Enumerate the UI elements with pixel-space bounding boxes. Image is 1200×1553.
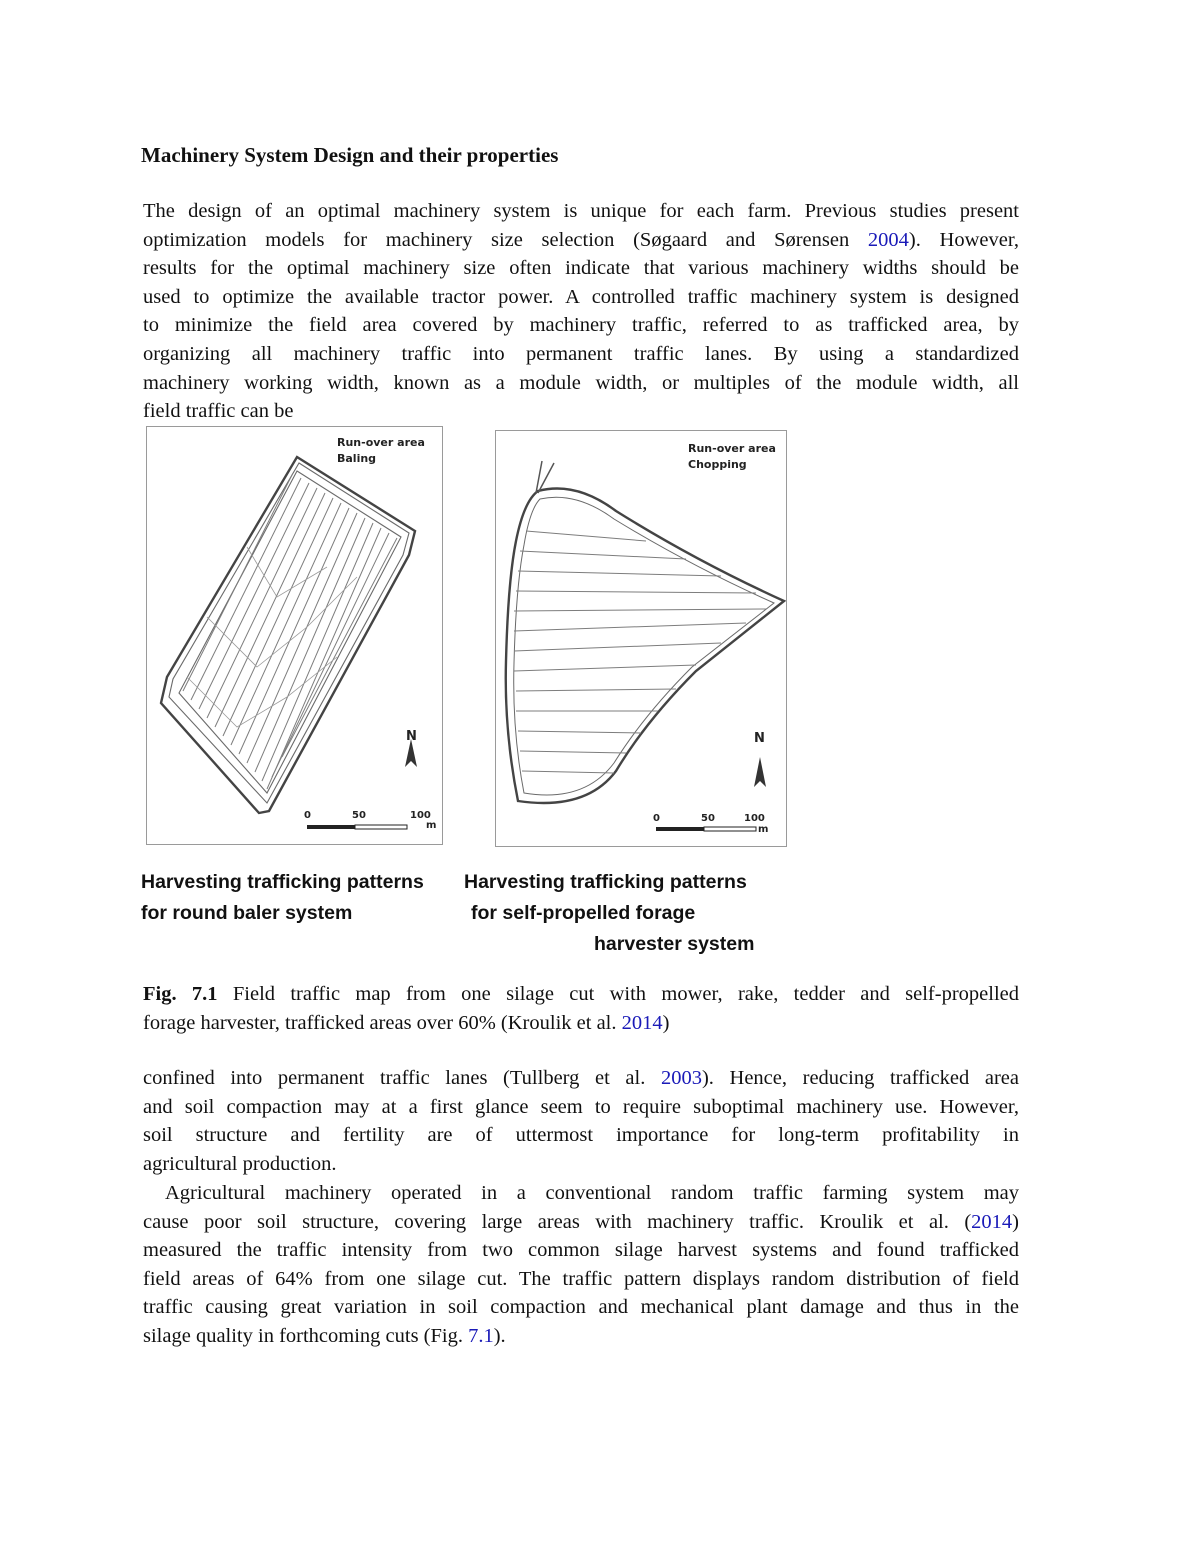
subcaption-right: Harvesting trafficking patterns for self-propelled forage harvester system xyxy=(464,871,755,955)
citation-link[interactable]: 2014 xyxy=(621,1011,663,1034)
figure-label: Fig. 7.1 xyxy=(143,983,218,1005)
text-line: to minimize the field area covered by machinery traffic, referred to as trafficked area, by xyxy=(143,314,1019,337)
north-arrow-icon xyxy=(754,757,766,787)
figure-panel-chopping xyxy=(495,430,787,847)
figure-caption xyxy=(143,980,1019,1037)
text-line: The design of an optimal machinery system is unique for each farm. Previous studies present xyxy=(143,200,1019,222)
scale-label: 0 xyxy=(653,813,660,824)
traffic-map-chopping xyxy=(496,431,786,846)
citation-link[interactable]: 2004 xyxy=(867,228,909,251)
text-line: measured the traffic intensity from two common silage harvest systems and found trafficked xyxy=(143,1239,1019,1262)
text-line: optimization models for machinery size selection (Søgaard and Sørensen 2004). However, xyxy=(143,228,1019,251)
figure-ref-link[interactable]: 7.1 xyxy=(468,1324,494,1347)
text-line: Fig. 7.1 Field traffic map from one silage cut with mower, rake, tedder and self-propelled xyxy=(143,983,1019,1005)
text-line: and soil compaction may at a first glance seem to require suboptimal machinery use. However, xyxy=(143,1095,1019,1118)
text-line: silage quality in forthcoming cuts (Fig. 7.1). xyxy=(143,1324,506,1347)
text-line: field traffic can be xyxy=(143,400,294,423)
text-line: cause poor soil structure, covering large areas with machinery traffic. Kroulik et al. (2014) xyxy=(143,1210,1019,1233)
scale-unit: m xyxy=(426,820,437,831)
text-line: agricultural production. xyxy=(143,1152,337,1175)
text-line: results for the optimal machinery size often indicate that various machinery widths should be xyxy=(143,257,1019,280)
figure-panel-baling xyxy=(146,426,443,845)
section-heading: Machinery System Design and their properties xyxy=(141,143,559,167)
north-label: N xyxy=(754,731,765,746)
scale-label: 50 xyxy=(352,810,366,821)
paragraph-agricultural xyxy=(143,1179,1019,1351)
paragraph-continued xyxy=(143,1064,1019,1178)
traffic-lanes xyxy=(183,473,397,789)
text-line: Agricultural machinery operated in a conventional random traffic farming system may xyxy=(165,1182,1019,1204)
text-line: traffic causing great variation in soil compaction and mechanical plant damage and thus in the xyxy=(143,1296,1019,1319)
text-line: soil structure and fertility are of uttermost importance for long-term profitability in xyxy=(143,1124,1019,1147)
text-line: machinery working width, known as a module width, or multiples of the module width, all xyxy=(143,371,1019,394)
north-label: N xyxy=(406,729,417,744)
scale-label: 0 xyxy=(304,810,311,821)
paragraph-intro xyxy=(143,197,1019,426)
text-line: used to optimize the available tractor power. A controlled traffic machinery system is designed xyxy=(143,285,1019,308)
scale-label: 100 xyxy=(744,813,765,824)
scale-label: 50 xyxy=(701,813,715,824)
scale-unit: m xyxy=(758,824,769,835)
scale-label: 100 xyxy=(410,810,431,821)
text-line: field areas of 64% from one silage cut. The traffic pattern displays random distribution of field xyxy=(143,1267,1019,1290)
text-line: organizing all machinery traffic into permanent traffic lanes. By using a standardized xyxy=(143,342,1019,365)
citation-link[interactable]: 2014 xyxy=(971,1210,1013,1233)
traffic-map-baling xyxy=(147,427,442,844)
text-line: forage harvester, trafficked areas over 60% (Kroulik et al. 2014) xyxy=(143,1011,670,1034)
map-label: Run-over area Chopping xyxy=(688,442,776,471)
citation-link[interactable]: 2003 xyxy=(660,1067,702,1089)
map-label: Run-over area Baling xyxy=(337,436,425,465)
subcaption-left: Harvesting trafficking patterns for round baler system xyxy=(141,871,424,924)
text-line: confined into permanent traffic lanes (Tullberg et al. 2003). Hence, reducing trafficked area xyxy=(143,1067,1020,1089)
